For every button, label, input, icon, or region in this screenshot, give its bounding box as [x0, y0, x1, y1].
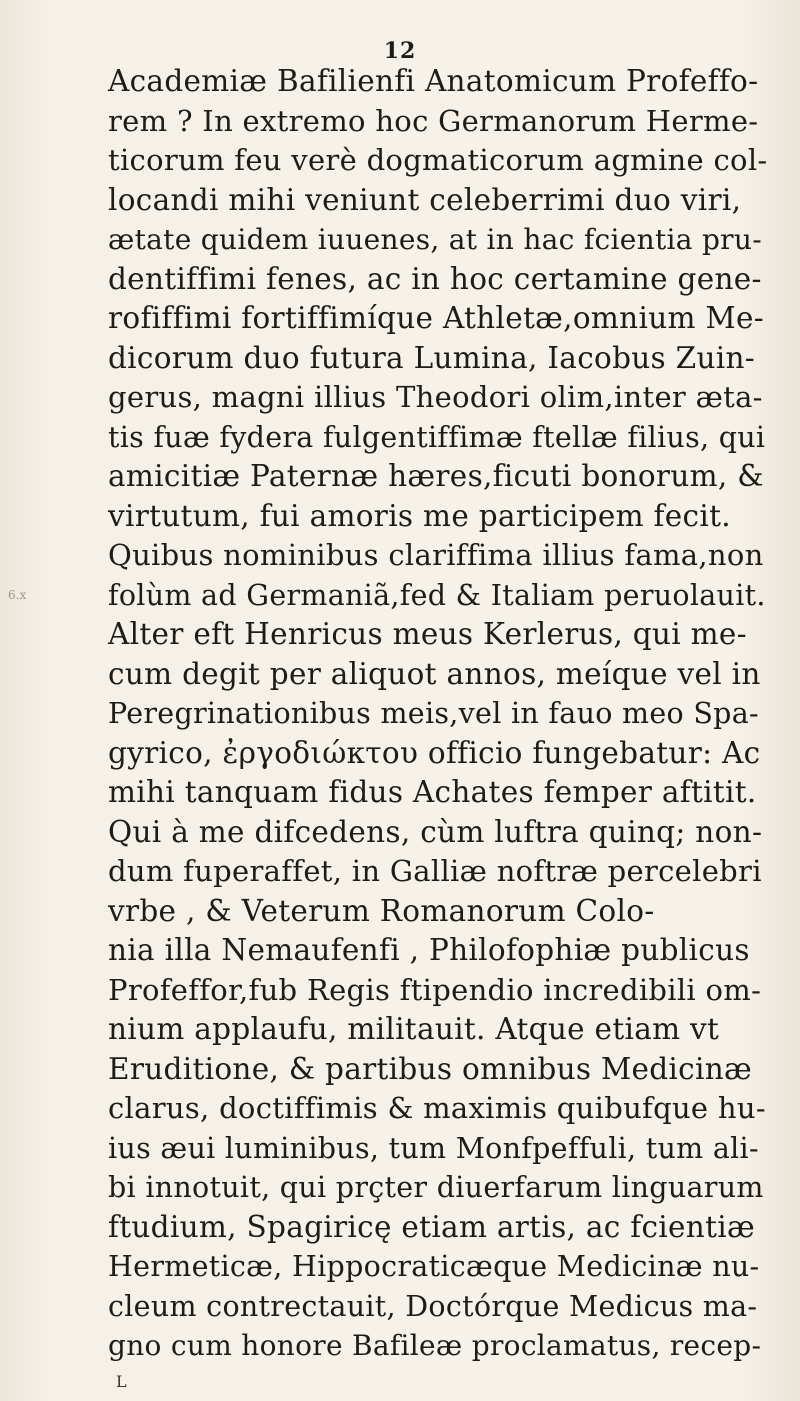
- text-line: vrbe , & Veterum Romanorum Colo-: [108, 893, 655, 928]
- text-line: dum fuperaffet, in Galliæ noftræ percelebri: [108, 854, 762, 888]
- text-line: ftudium, Spagiricę etiam artis, ac fcientiæ: [108, 1209, 756, 1244]
- text-line: Peregrinationibus meis,vel in fauo meo Spa-: [108, 697, 759, 730]
- text-line: Alter eft Henricus meus Kerlerus, qui me-: [108, 617, 747, 651]
- text-line: amicitiæ Paternæ hæres,ficuti bonorum, &: [108, 459, 764, 493]
- text-line: Hermeticæ, Hippocraticæque Medicinæ nu-: [108, 1250, 760, 1283]
- signature-mark: L: [116, 1372, 127, 1391]
- text-line: rem ? In extremo hoc Germanorum Herme-: [108, 103, 759, 138]
- text-line: dicorum duo futura Lumina, Iacobus Zuin-: [108, 340, 756, 375]
- page-number: 12: [383, 38, 417, 64]
- text-line: rofiffimi fortiffimíque Athletæ,omnium Me-: [108, 301, 764, 335]
- text-line: clarus, doctiffimis & maximis quibufque hu-: [108, 1091, 766, 1125]
- text-line: Quibus nominibus clariffima illius fama,non: [108, 538, 764, 572]
- text-line: cleum contrectauit, Doctórque Medicus ma-: [108, 1289, 758, 1323]
- text-line: Eruditione, & partibus omnibus Medicinæ: [108, 1051, 753, 1086]
- text-line: ius æui luminibus, tum Monfpeffuli, tum ali-: [108, 1131, 759, 1165]
- text-line: gyrico, ἐργοδιώκτου officio fungebatur: Ac: [108, 735, 761, 770]
- text-line: nia illa Nemaufenfi , Philofophiæ publicus: [108, 933, 750, 967]
- text-line: Profeffor,fub Regis ftipendio incredibili om-: [108, 972, 762, 1007]
- text-line: ætate quidem iuuenes, at in hac fcientia pru-: [108, 223, 762, 256]
- text-line: gno cum honore Bafileæ proclamatus, recep-: [108, 1329, 762, 1362]
- text-line: Qui à me difcedens, cùm luftra quinq; non-: [108, 814, 763, 849]
- body-text: [108, 62, 768, 1366]
- text-line: dentiffimi fenes, ac in hoc certamine gene-: [108, 261, 762, 296]
- text-line: gerus, magni illius Theodori olim,inter æta-: [108, 380, 763, 414]
- text-line: bi innotuit, qui prçter diuerfarum linguarum: [108, 1171, 764, 1204]
- margin-mark: 6.x: [8, 588, 27, 602]
- text-line: virtutum, fui amoris me participem fecit.: [108, 498, 731, 533]
- text-line: cum degit per aliquot annos, meíque vel in: [108, 656, 761, 691]
- text-line: nium applaufu, militauit. Atque etiam vt: [108, 1012, 720, 1046]
- text-line: folùm ad Germaniã,fed & Italiam peruolauit.: [108, 578, 766, 612]
- text-line: Academiæ Bafilienfi Anatomicum Profeffo-: [108, 64, 759, 98]
- text-line: ticorum feu verè dogmaticorum agmine col-: [108, 143, 768, 177]
- text-line: mihi tanquam fidus Achates femper aftitit.: [108, 775, 757, 809]
- text-line: tis fuæ fydera fulgentiffimæ ftellæ filius, qui: [108, 420, 766, 454]
- text-line: locandi mihi veniunt celeberrimi duo viri,: [108, 182, 742, 217]
